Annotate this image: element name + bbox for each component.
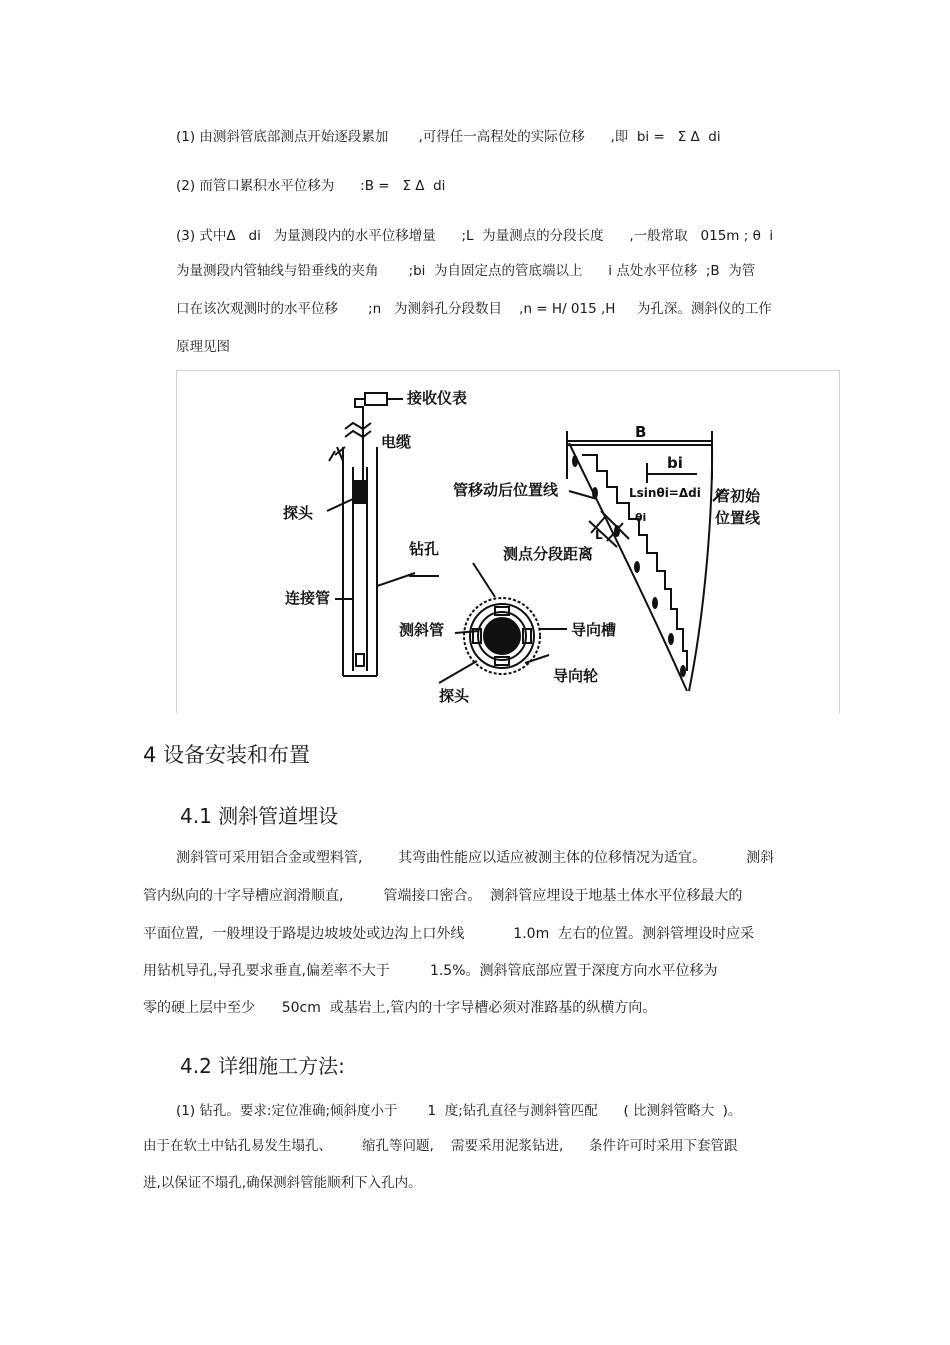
s41-line-2: 管内纵向的十字导槽应润滑顺直, 管端接口密合。 测斜管应埋设于地基土体水平位移最大的 (143, 888, 743, 904)
formula-line-4: 为量测段内管轴线与铅垂线的夹角 ;bi 为自固定点的管底端以上 i 点处水平位移 ;B 为管 (176, 263, 756, 279)
label-receiver: 接收仪表 (407, 389, 468, 407)
probe-body (355, 481, 365, 503)
figure-drawing (177, 371, 839, 713)
initial-position-line (689, 441, 712, 691)
label-formula: Lsinθi=Δdi (629, 486, 701, 500)
s41-line-5: 零的硬上层中至少 50cm 或基岩上,管内的十字导槽必须对准路基的纵横方向。 (143, 1000, 657, 1016)
section-4-2-title: 4.2 详细施工方法: (180, 1054, 345, 1078)
formula-line-5: 口在该次观测时的水平位移 ;n 为测斜孔分段数目 ,n = H/ 015 ,H 为孔深。测斜仪的工作 (176, 301, 772, 317)
s42-line-3: 进,以保证不塌孔,确保测斜管能顺利下入孔内。 (143, 1175, 422, 1191)
label-initial-line-2: 位置线 (715, 509, 761, 527)
bottom-cap (356, 654, 364, 666)
label-segment-distance: 测点分段距离 (503, 545, 594, 563)
s42-line-2: 由于在软土中钻孔易发生塌孔、 缩孔等问题, 需要采用泥浆钻进, 条件许可时采用下套管跟 (143, 1138, 738, 1154)
formula-line-2: (2) 而管口累积水平位移为 :B = Σ Δ di (176, 178, 446, 194)
label-probe-left: 探头 (283, 504, 314, 522)
s42-line-1: (1) 钻孔。要求:定位准确;倾斜度小于 1 度;钻孔直径与测斜管匹配 ( 比测斜管略大 )。 (176, 1103, 742, 1119)
label-guide-wheel: 导向轮 (553, 667, 599, 685)
label-connector: 连接管 (285, 589, 331, 607)
section-4-1-title: 4.1 测斜管道埋设 (180, 804, 339, 828)
label-bi: bi (667, 454, 683, 472)
label-initial-line-1: 管初始 (715, 487, 761, 505)
receiver-box (365, 393, 387, 405)
section-4-title: 4 设备安装和布置 (143, 743, 311, 767)
label-L: L (595, 528, 603, 542)
formula-line-6: 原理见图 (176, 339, 230, 355)
label-B: B (635, 423, 647, 441)
formula-line-1: (1) 由测斜管底部测点开始逐段累加 ,可得任一高程处的实际位移 ,即 bi = Σ Δ di (176, 129, 721, 145)
label-moved-line: 管移动后位置线 (453, 481, 559, 499)
cable-squiggle (345, 423, 371, 429)
moved-position-line (569, 443, 687, 691)
probe-section (484, 618, 520, 654)
label-cable: 电缆 (381, 433, 412, 451)
label-theta: θi (635, 511, 647, 524)
label-guide-groove: 导向槽 (571, 621, 617, 639)
s41-line-1: 测斜管可采用铝合金或塑料管, 其弯曲性能应以适应被测主体的位移情况为适宜。 测斜 (176, 850, 775, 866)
inclinometer-principle-figure (176, 370, 840, 713)
receiver-cable (355, 399, 365, 415)
label-inclinometer-pipe: 测斜管 (399, 621, 445, 639)
s41-line-4: 用钻机导孔,导孔要求垂直,偏差率不大于 1.5%。测斜管底部应置于深度方向水平位移为 (143, 963, 718, 979)
formula-line-3: (3) 式中Δ di 为量测段内的水平位移增量 ;L 为量测点的分段长度 ,一般常取 015m ; θ i (176, 228, 774, 244)
s41-line-3: 平面位置, 一般埋设于路堤边坡坡处或边沟上口外线 1.0m 左右的位置。测斜管埋设时应采 (143, 926, 755, 942)
label-probe-bottom: 探头 (439, 687, 470, 705)
label-borehole: 钻孔 (409, 540, 440, 558)
